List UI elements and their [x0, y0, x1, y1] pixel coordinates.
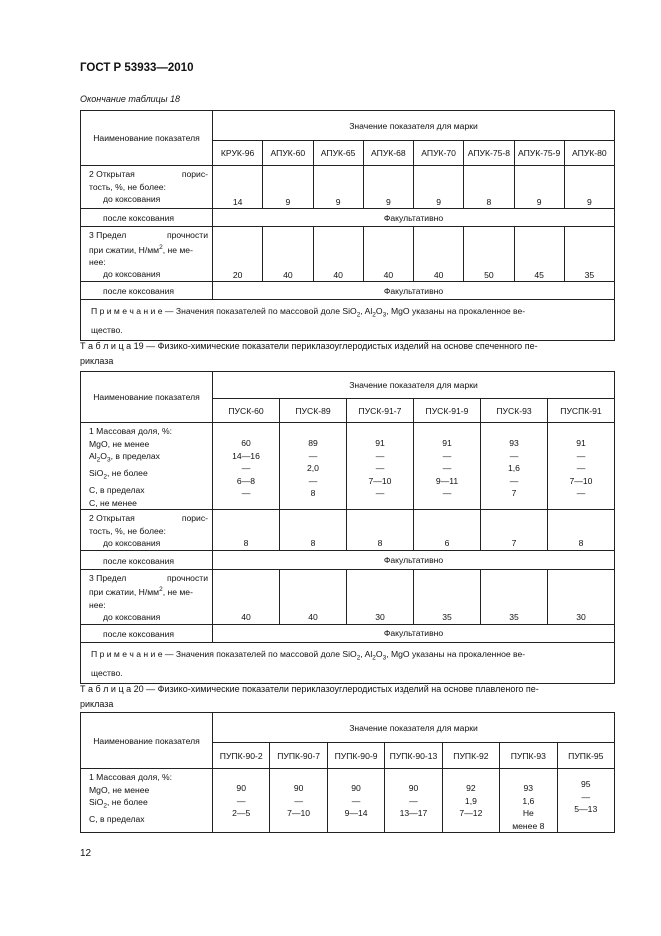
- table18-grade: КРУК-96: [213, 141, 263, 166]
- table18-porosity-value: 9: [363, 166, 413, 209]
- document-header: ГОСТ Р 53933—2010: [80, 62, 194, 74]
- table19-porosity-value: 8: [213, 510, 280, 551]
- table19-mass-values: 60 14—16 — 6—8 —: [213, 423, 280, 510]
- table18-grade: АПУК-65: [313, 141, 363, 166]
- table18-grade: АПУК-68: [363, 141, 413, 166]
- table19-grade: ПУСК-89: [280, 399, 347, 423]
- table20-mass-values: 90 — 9—14: [327, 769, 384, 833]
- table18-porosity-label: 2 Открытая порис- тость, %, не более: до коксования: [81, 166, 213, 209]
- table18-grade: АПУК-80: [564, 141, 614, 166]
- table18-porosity-value: 8: [464, 166, 514, 209]
- table18-grade: АПУК-75-8: [464, 141, 514, 166]
- table19-mass-values: 91 — — 9—11 —: [414, 423, 481, 510]
- table18-strength-label: 3 Предел прочности при сжатии, $Н/мм^2$, не ме- нее: до коксования: [81, 227, 213, 282]
- table19-strength-label: 3 Предел прочности при сжатии, $Н/мм^2$, не ме- нее: до коксования: [81, 569, 213, 624]
- table19-mass-values: 89 — 2,0 — 8: [280, 423, 347, 510]
- table18-grade: АПУК-75-9: [514, 141, 564, 166]
- table19-porosity-value: 8: [548, 510, 615, 551]
- table19-grade: ПУСК-93: [481, 399, 548, 423]
- table18-strength-after-label: после коксования: [81, 282, 213, 300]
- table19-porosity-value: 8: [347, 510, 414, 551]
- table20-grade: ПУПК-90-7: [270, 743, 327, 769]
- table18-porosity-value: 9: [414, 166, 464, 209]
- table20-group-header: Значение показателя для марки: [213, 713, 615, 743]
- table18-strength-value: 40: [263, 227, 313, 282]
- table20-mass-values: 93 1,6 Не менее 8: [500, 769, 557, 833]
- table19-mass-values: 91 — — 7—10 —: [347, 423, 414, 510]
- table18-strength-after-value: Факультативно: [213, 282, 615, 300]
- table18-name-header: Наименование показателя: [81, 111, 213, 166]
- table19-grade: ПУСК-60: [213, 399, 280, 423]
- table18-grade: АПУК-70: [414, 141, 464, 166]
- table19-name-header: Наименование показателя: [81, 372, 213, 423]
- table20-mass-values: 90 — 7—10: [270, 769, 327, 833]
- table19-porosity-after-label: после коксования: [81, 550, 213, 569]
- table19-porosity-label: 2 Открытая порис- тость, %, не более: до коксования: [81, 510, 213, 551]
- table20-grade: ПУПК-92: [442, 743, 499, 769]
- table20-grade: ПУПК-90-13: [385, 743, 442, 769]
- table18-porosity-value: 14: [213, 166, 263, 209]
- table18-porosity-value: 9: [564, 166, 614, 209]
- table20-mass-values: 90 — 13—17: [385, 769, 442, 833]
- table20-name-header: Наименование показателя: [81, 713, 213, 769]
- table19: [80, 371, 615, 684]
- table19-strength-after-value: Факультативно: [213, 624, 615, 642]
- table18-porosity-value: 9: [313, 166, 363, 209]
- table19-mass-values: 93 — 1,6 — 7: [481, 423, 548, 510]
- table18-strength-value: 35: [564, 227, 614, 282]
- table19-porosity-after-value: Факультативно: [213, 550, 615, 569]
- table20-mass-values: 95 — 5—13: [557, 769, 614, 833]
- table19-strength-value: 30: [347, 569, 414, 624]
- table18-note: П р и м е ч а н и е — Значения показателей по массовой доле SiO$_2$, $Al_2O_3$, MgO указаны на прокаленное ве- щество.: [81, 300, 615, 341]
- table18-strength-value: 20: [213, 227, 263, 282]
- table19-grade: ПУСК-91-9: [414, 399, 481, 423]
- table19-note: П р и м е ч а н и е — Значения показателей по массовой доле SiO$_2$, $Al_2O_3$, MgO указаны на прокаленное ве- щество.: [81, 642, 615, 683]
- table20-mass-values: 92 1,9 7—12: [442, 769, 499, 833]
- table19-strength-value: 35: [481, 569, 548, 624]
- table18-caption: Окончание таблицы 18: [80, 94, 180, 104]
- table18-porosity-after-value: Факультативно: [213, 209, 615, 227]
- table19-strength-value: 35: [414, 569, 481, 624]
- table18-porosity-after-label: после коксования: [81, 209, 213, 227]
- table19-caption: Т а б л и ц а 19 — Физико-химические показатели периклазоуглеродистых изделий на основе спеченного пе- риклаза: [80, 341, 538, 366]
- table20-mass-label: 1 Массовая доля, %: MgO, не менее SiO$_2$, не более С, в пределах: [81, 769, 213, 833]
- table18-strength-value: 50: [464, 227, 514, 282]
- table18-group-header: Значение показателя для марки: [213, 111, 615, 141]
- table20-mass-values: 90 — 2—5: [213, 769, 270, 833]
- table18-porosity-value: 9: [263, 166, 313, 209]
- table20-grade: ПУПК-90-9: [327, 743, 384, 769]
- table19-porosity-value: 6: [414, 510, 481, 551]
- table19-grade: ПУСК-91-7: [347, 399, 414, 423]
- table19-strength-after-label: после коксования: [81, 624, 213, 642]
- table19-grade: ПУСПК-91: [548, 399, 615, 423]
- table20-caption: Т а б л и ц а 20 — Физико-химические показатели периклазоуглеродистых изделий на основе плавленого пе- риклаза: [80, 684, 539, 709]
- table20: [80, 712, 615, 833]
- table18-strength-value: 40: [363, 227, 413, 282]
- table18-strength-value: 45: [514, 227, 564, 282]
- page-number: 12: [80, 848, 92, 859]
- table19-strength-value: 30: [548, 569, 615, 624]
- table19-mass-label: 1 Массовая доля, %: MgO, не менее $Al_2O_3$, в пределах SiO$_2$, не более С, в пределах С, не менее: [81, 423, 213, 510]
- table18-porosity-value: 9: [514, 166, 564, 209]
- table20-grade: ПУПК-93: [500, 743, 557, 769]
- table18: [80, 110, 615, 341]
- table19-strength-value: 40: [213, 569, 280, 624]
- table20-grade: ПУПК-90-2: [213, 743, 270, 769]
- table18-strength-value: 40: [313, 227, 363, 282]
- table19-mass-values: 91 — — 7—10 —: [548, 423, 615, 510]
- table18-strength-value: 40: [414, 227, 464, 282]
- table18-grade: АПУК-60: [263, 141, 313, 166]
- table19-strength-value: 40: [280, 569, 347, 624]
- table19-group-header: Значение показателя для марки: [213, 372, 615, 399]
- table20-grade: ПУПК-95: [557, 743, 614, 769]
- table19-porosity-value: 8: [280, 510, 347, 551]
- table19-porosity-value: 7: [481, 510, 548, 551]
